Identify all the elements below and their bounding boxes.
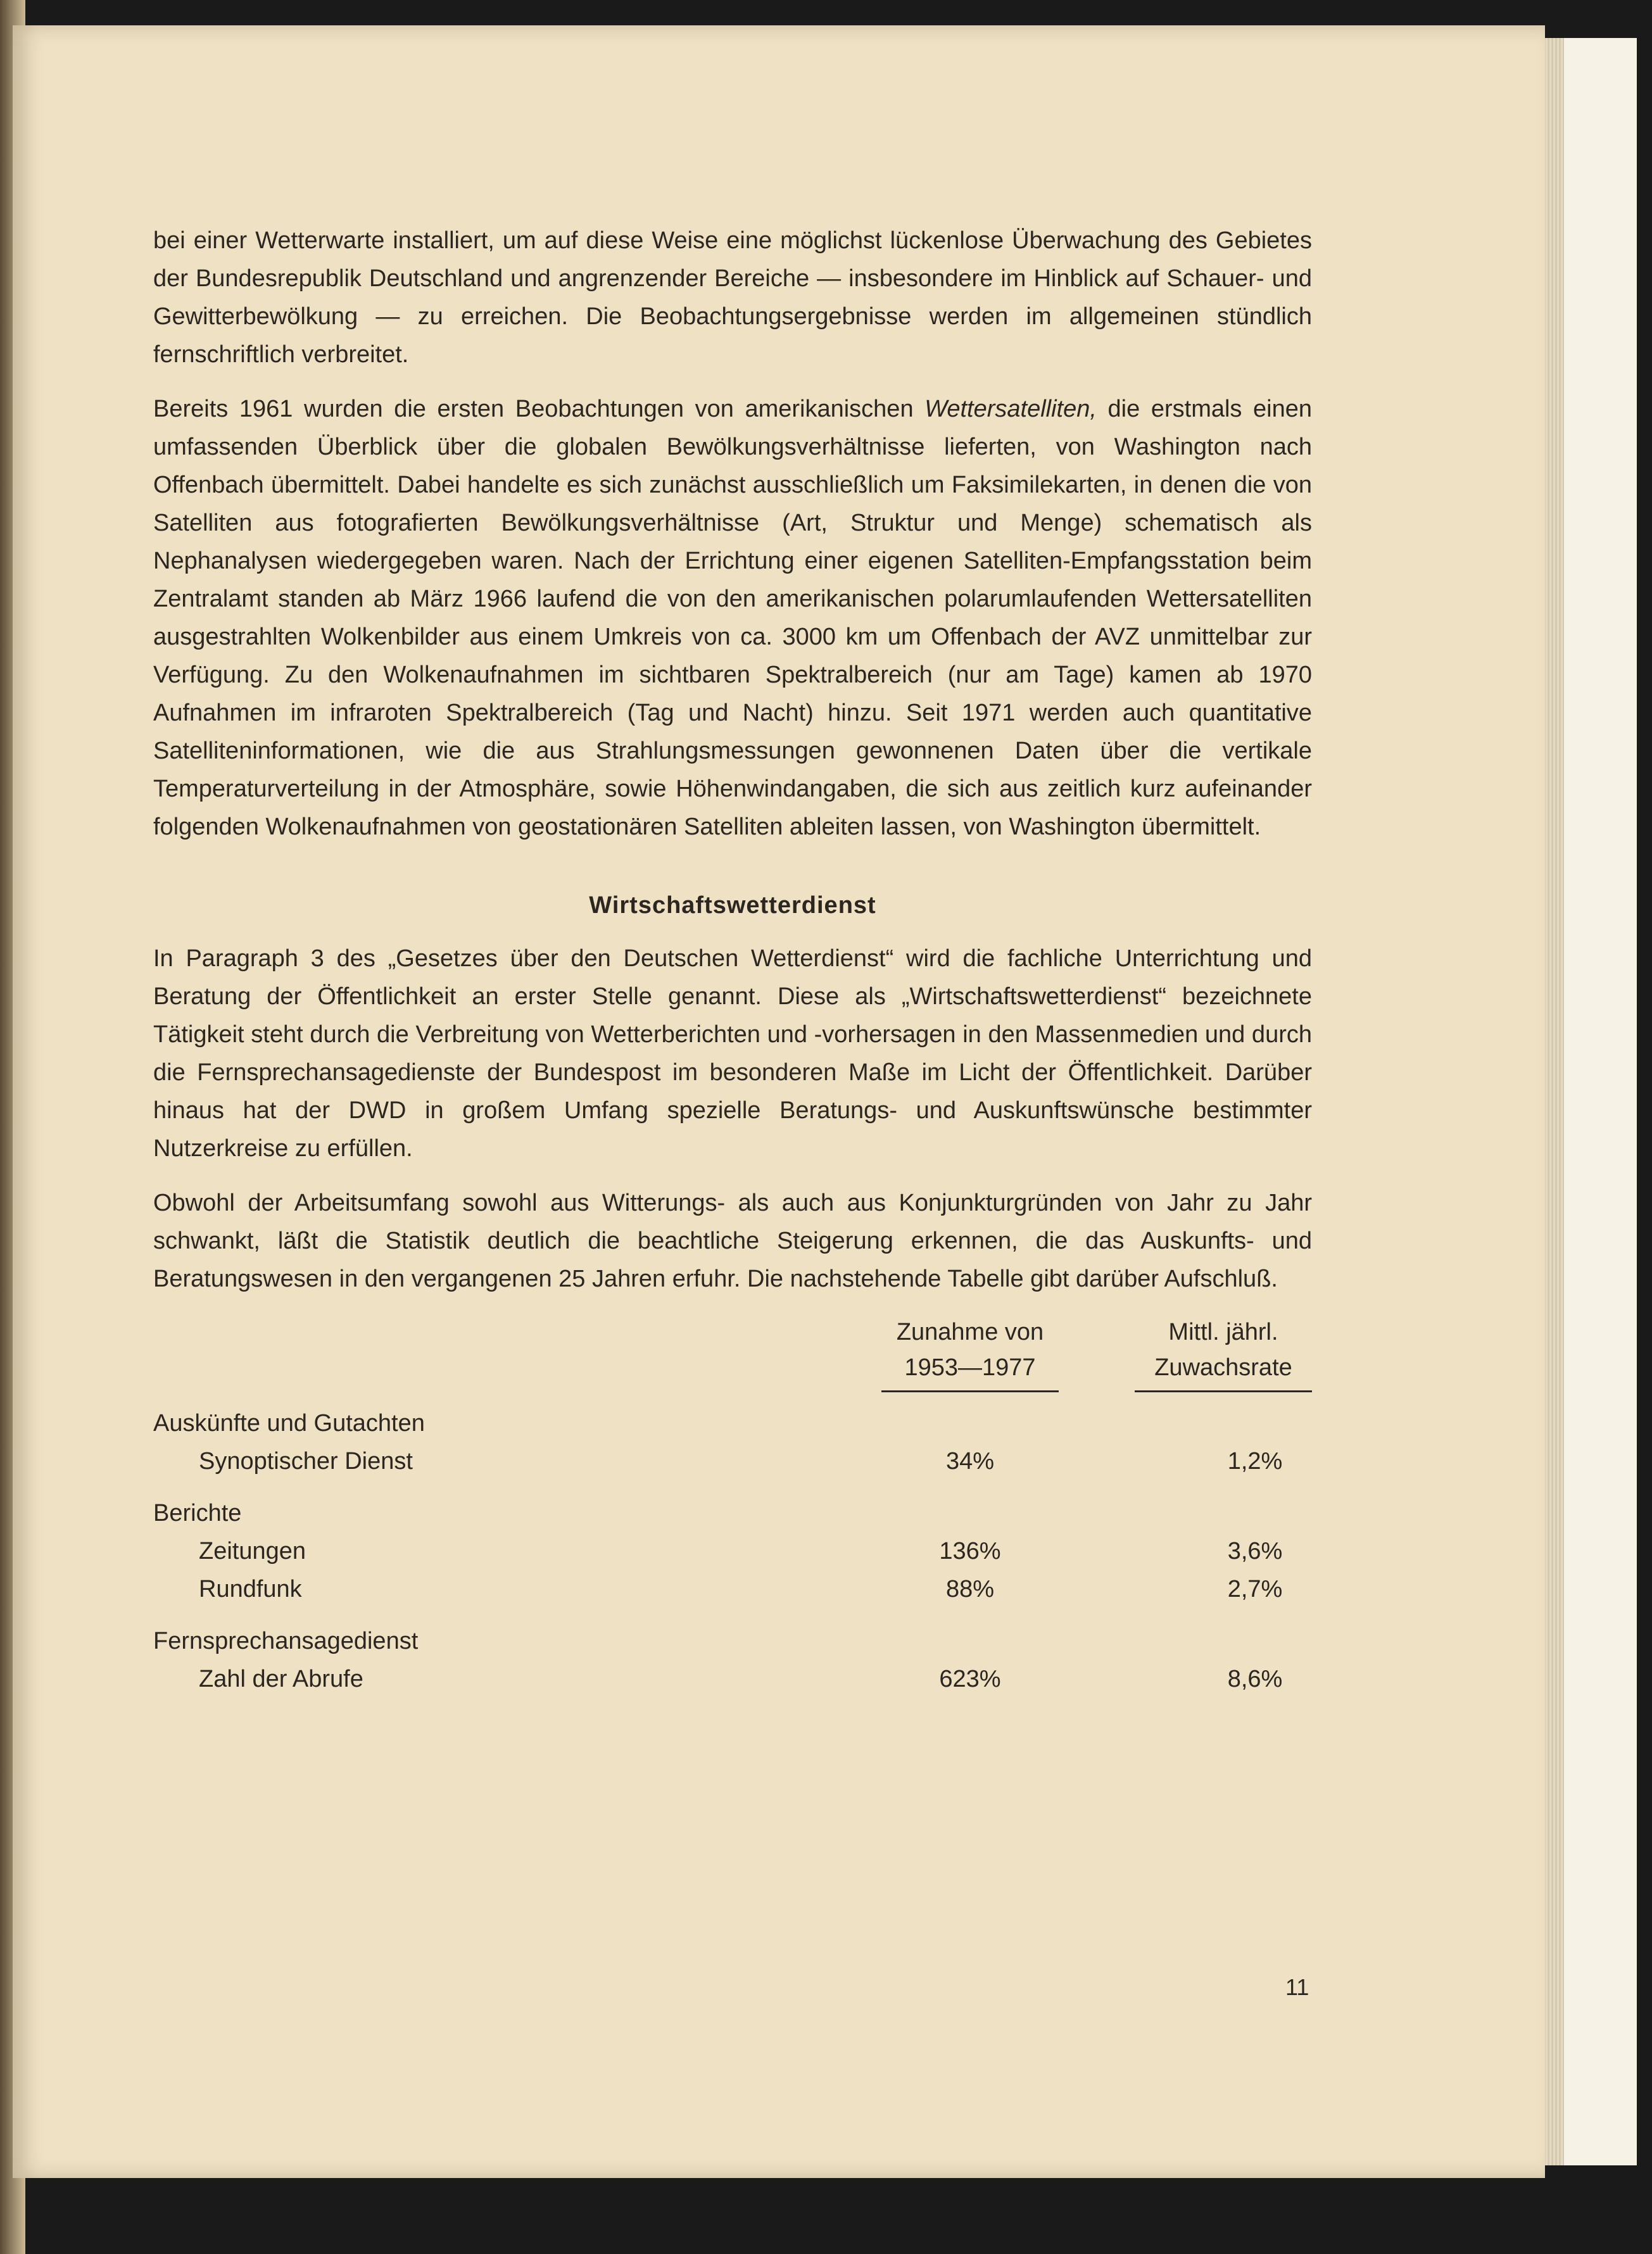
row-increase: 34%	[945, 1448, 995, 1475]
group-label: Auskünfte und Gutachten	[153, 1410, 425, 1437]
row-label: Synoptischer Dienst	[199, 1448, 413, 1475]
row-label: Zeitungen	[199, 1538, 306, 1565]
table-row	[153, 1442, 1312, 1480]
column-header-rate-rule	[1135, 1390, 1312, 1392]
table-group	[153, 1622, 1312, 1698]
row-rate: 3,6%	[1227, 1538, 1283, 1565]
row-increase: 136%	[939, 1538, 1001, 1565]
row-rate: 2,7%	[1227, 1576, 1283, 1602]
section-heading: Wirtschaftswetterdienst	[589, 892, 876, 919]
paragraph-2-start: Bereits 1961 wurden die ersten Beobachtungen von amerikanischen	[153, 396, 925, 422]
table-header	[153, 1314, 1312, 1390]
row-label: Zahl der Abrufe	[199, 1666, 363, 1692]
table-row	[153, 1660, 1312, 1698]
paragraph-3: In Paragraph 3 des „Gesetzes über den Deutschen Wetterdienst“ wird die fachliche Unterrichtung und Beratung der Öffentlichkeit an erster Stelle genannt. Diese als „Wirtschaftswetterdienst“ bezeichnete Tätigkeit steht durch die Verbreitung von Wetterberichten und -vorhersagen in den Massenmedien und durch die Fernsprechansagedienste der Bundespost im besonderen Maße im Licht der Öffentlichkeit. Darüber hinaus hat der DWD in großem Umfang spezielle Beratungs- und Auskunftswünsche bestimmter Nutzerkreise zu erfüllen.	[153, 945, 1312, 1162]
column-header-increase-line2: 1953—1977	[904, 1354, 1036, 1381]
group-label: Fernsprechansagedienst	[153, 1628, 419, 1654]
page-edges	[1545, 38, 1564, 2165]
paragraph-4: Obwohl der Arbeitsumfang sowohl aus Witterungs- als auch aus Konjunkturgründen von Jahr zu Jahr schwankt, läßt die Statistik deutlich die beachtliche Steigerung erkennen, die das Auskunfts- und Beratungswesen in den vergangenen 25 Jahren erfuhr. Die nachstehende Tabelle gibt darüber Aufschluß.	[153, 1190, 1312, 1292]
paragraph-2	[153, 390, 1312, 846]
backing-board	[1564, 38, 1637, 2165]
table-row	[153, 1532, 1312, 1570]
column-header-rate	[1135, 1314, 1312, 1392]
row-label: Rundfunk	[199, 1576, 302, 1602]
row-increase: 623%	[939, 1666, 1001, 1692]
column-header-rate-line1: Mittl. jährl.	[1168, 1319, 1278, 1345]
table-row	[153, 1570, 1312, 1608]
column-header-rate-line2: Zuwachsrate	[1154, 1354, 1292, 1381]
statistics-table	[153, 1314, 1312, 1698]
row-rate: 8,6%	[1227, 1666, 1283, 1692]
table-group	[153, 1404, 1312, 1480]
column-header-increase	[881, 1314, 1059, 1392]
page-content	[153, 222, 1312, 1698]
page-number: 11	[1285, 1974, 1309, 2000]
paragraph-1: bei einer Wetterwarte installiert, um auf diese Weise eine möglichst lückenlose Überwachung des Gebietes der Bundesrepublik Deutschland und angrenzender Bereiche — insbesondere im Hinblick auf Schauer- und Gewitterbewölkung — zu erreichen. Die Beobachtungsergebnisse werden im allgemeinen stündlich fernschriftlich verbreitet.	[153, 227, 1312, 368]
column-header-increase-line1: Zunahme von	[896, 1319, 1044, 1345]
column-header-increase-rule	[881, 1390, 1059, 1392]
row-rate: 1,2%	[1227, 1448, 1283, 1475]
paragraph-2-emphasis: Wettersatelliten,	[924, 396, 1097, 422]
table-group	[153, 1494, 1312, 1608]
row-increase: 88%	[945, 1576, 995, 1602]
group-label: Berichte	[153, 1500, 242, 1527]
paragraph-2-end: die erstmals einen umfassenden Überblick über die globalen Bewölkungsverhältnisse lieferten, von Washington nach Offenbach übermittelt. Dabei handelte es sich zunächst ausschließlich um Faksimilekarten, in denen die von Satelliten aus fotografierten Bewölkungsverhältnisse (Art, Struktur und Menge) schematisch als Nephanalysen wiedergegeben waren. Nach der Errichtung einer eigenen Satelliten-Empfangsstation beim Zentralamt standen ab März 1966 laufend die von den amerikanischen polarumlaufenden Wettersatelliten ausgestrahlten Wolkenbilder aus einem Umkreis von ca. 3000 km um Offenbach der AVZ unmittelbar zur Verfügung. Zu den Wolkenaufnahmen im sichtbaren Spektralbereich (nur am Tage) kamen ab 1970 Aufnahmen im infraroten Spektralbereich (Tag und Nacht) hinzu. Seit 1971 werden auch quantitative Satelliteninformationen, wie die aus Strahlungsmessungen gewonnenen Daten über die vertikale Temperaturverteilung in der Atmosphäre, sowie Höhenwindangaben, die sich aus zeitlich kurz aufeinander folgenden Wolkenaufnahmen von geostationären Satelliten ableiten lassen, von Washington übermittelt.	[153, 396, 1313, 840]
